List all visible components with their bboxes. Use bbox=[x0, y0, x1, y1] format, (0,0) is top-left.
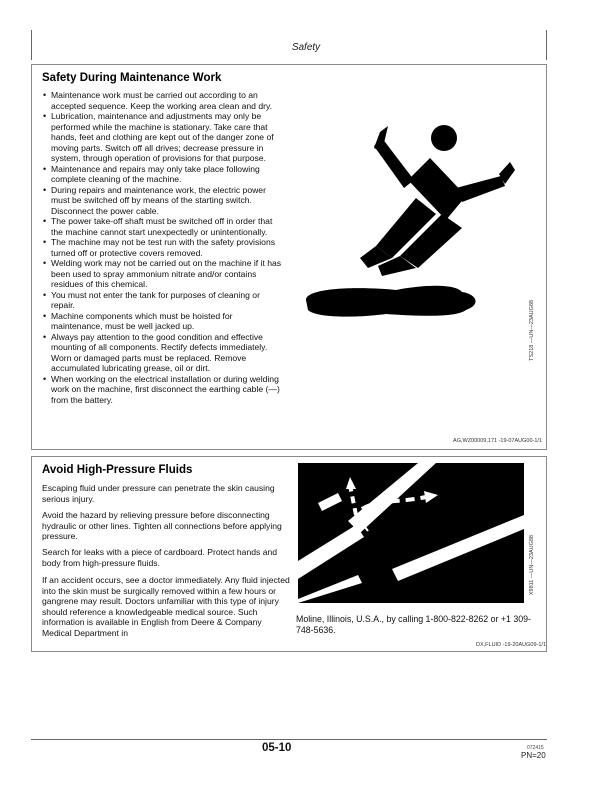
figure-id-x9811: X9811 —UN—23AUG88 bbox=[529, 535, 535, 596]
figure-id-ts218: TS218 —UN—23AUG88 bbox=[529, 300, 535, 361]
list-item: • Welding work may not be carried out on the machine if it has been used to spray ammonium nitrate and/or contains residues of this chemical. bbox=[43, 258, 285, 290]
list-item: • Lubrication, maintenance and adjustments may only be performed while the machine is stationary. Take care that hands, feet and clothing are kept out of the danger zone of moving parts. Switch off all drives; decrease pressure in system, through operation of provisions for that purpose. bbox=[43, 111, 285, 164]
footer-rule bbox=[31, 739, 547, 740]
list-item: • During repairs and maintenance work, the electric power must be switched off by means of the starting switch. Disconnect the power cable. bbox=[43, 185, 285, 217]
list-item: • The power take-off shaft must be switched off in order that the machine cannot start unexpectedly or unintentionally. bbox=[43, 216, 285, 237]
list-item: • Always pay attention to the good condition and effective mounting of all components. Rectify defects immediately. Worn or damaged parts must be replaced. Remove accumulated lubricating grease, oil or dirt. bbox=[43, 332, 285, 374]
list-item: • Maintenance and repairs may only take place following complete cleaning of the machine. bbox=[43, 164, 285, 185]
high-pressure-fluid-illustration bbox=[298, 463, 524, 603]
fluids-paragraph: Search for leaks with a piece of cardboard. Protect hands and body from high-pressure fluids. bbox=[42, 547, 278, 568]
page-header-title: Safety bbox=[291, 42, 321, 53]
fluids-continued-text: Moline, Illinois, U.S.A., by calling 1-800-822-8262 or +1 309-748-5636. bbox=[296, 614, 531, 635]
section-fluids-reference: DX,FLUID -19-20AUG09-1/1 bbox=[476, 642, 546, 648]
list-item: • Maintenance work must be carried out according to an accepted sequence. Keep the working area clean and dry. bbox=[43, 90, 285, 111]
slipping-person-illustration bbox=[296, 118, 524, 336]
list-item: • The machine may not be test run with the safety provisions turned off or protective covers removed. bbox=[43, 237, 285, 258]
section-fluids-title: Avoid High-Pressure Fluids bbox=[42, 464, 193, 476]
page-number: 05-10 bbox=[262, 742, 292, 754]
section-maintenance-title: Safety During Maintenance Work bbox=[42, 72, 222, 84]
footer-code: 072415 bbox=[527, 745, 544, 751]
fluids-paragraph: Avoid the hazard by relieving pressure before disconnecting hydraulic or other lines. Tighten all connections before applying pressure. bbox=[42, 510, 282, 542]
fluids-paragraph: Escaping fluid under pressure can penetrate the skin causing serious injury. bbox=[42, 483, 275, 504]
section-maintenance-reference: AG,WZ00009,171 -19-07AUG00-1/1 bbox=[453, 438, 542, 444]
list-item: • Machine components which must be hoisted for maintenance, must be well jacked up. bbox=[43, 311, 285, 332]
fluids-paragraph: If an accident occurs, see a doctor immediately. Any fluid injected into the skin must be surgically removed within a few hours or gangrene may result. Doctors unfamiliar with this type of injury should reference a knowledgeable medical source. Such information is available in English from Deere & Company Medical Department in bbox=[42, 575, 290, 638]
list-item: • When working on the electrical installation or during welding work on the machine, first disconnect the earthing cable (—) from the battery. bbox=[43, 374, 285, 406]
list-item: • You must not enter the tank for purposes of cleaning or repair. bbox=[43, 290, 285, 311]
pn-label: PN=20 bbox=[521, 751, 546, 760]
maintenance-bullet-list bbox=[43, 90, 285, 405]
